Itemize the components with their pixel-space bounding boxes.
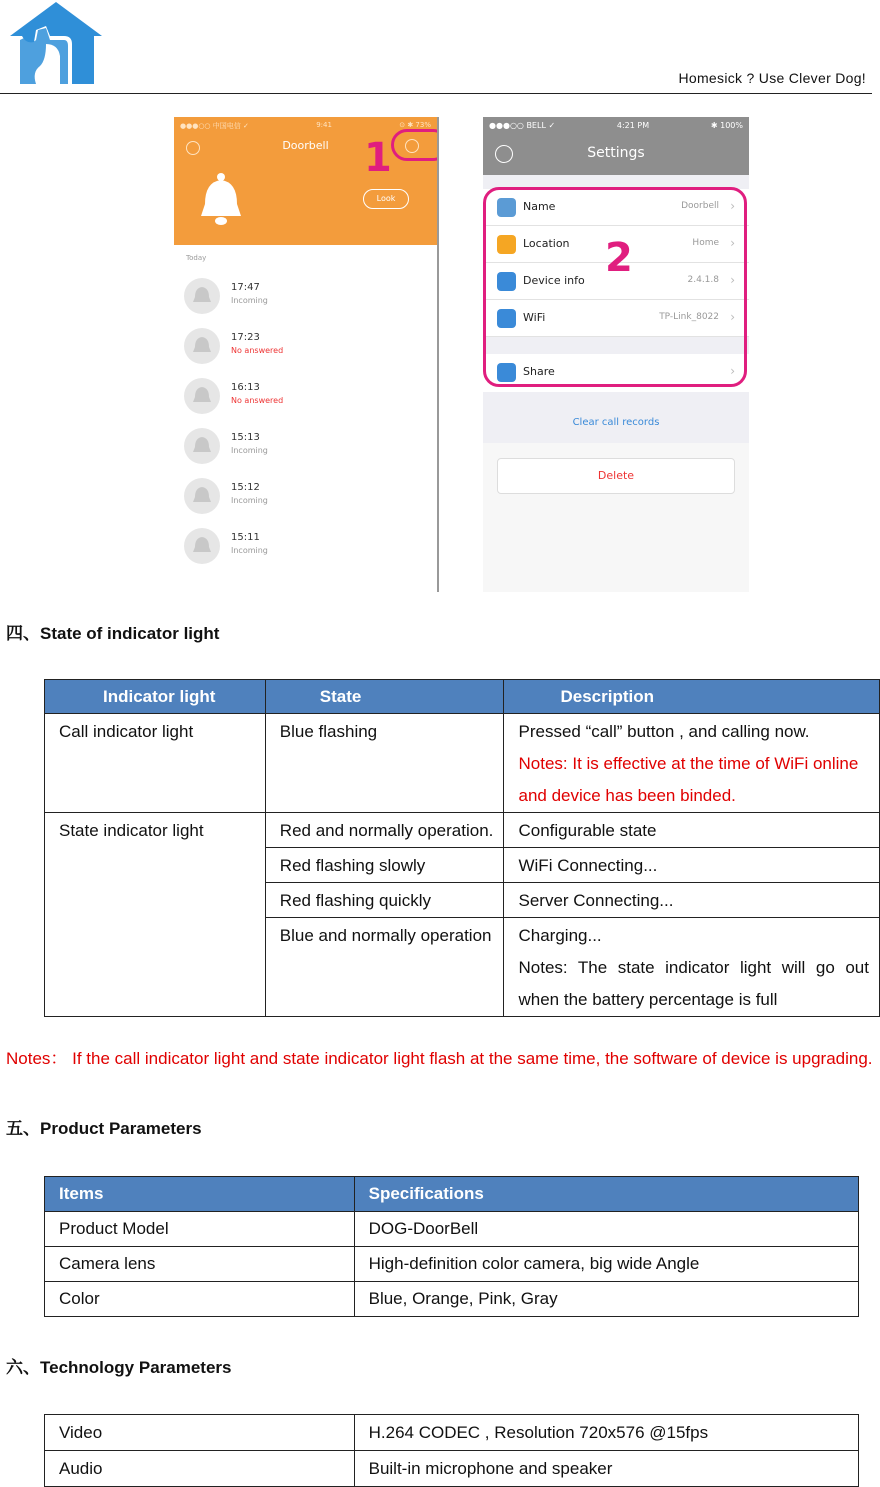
table-cell: DOG-DoorBell [354,1212,858,1247]
settings-item-wifi[interactable]: WiFi TP-Link_8022 › [483,300,749,337]
table-cell: Blue, Orange, Pink, Gray [354,1282,858,1317]
table-row [45,1451,859,1487]
chevron-right-icon: › [730,236,735,250]
table-cell: Blue and normally operation [265,918,504,1017]
doorbell-app-screenshot [174,117,439,592]
today-label: Today [186,254,207,262]
table-header-row [45,1177,859,1212]
chevron-right-icon: › [730,273,735,287]
annotation-circle-1 [391,129,439,161]
call-record[interactable]: 15:11 Incoming [184,522,424,572]
bell-icon [196,172,246,228]
bell-avatar-icon [184,528,220,564]
table-cell: Call indicator light [45,714,266,813]
indicator-table [44,679,880,1017]
homesick-logo [6,0,108,86]
section-title-technology: 六、Technology Parameters [6,1358,232,1377]
table-cell: State indicator light [45,813,266,1017]
call-record[interactable]: 15:12 Incoming [184,472,424,522]
chevron-right-icon: › [730,364,735,378]
table-cell: Pressed “call” button , and calling now. Notes: It is effective at the time of WiFi online and device has been binded. [504,714,880,813]
bell-avatar-icon [184,278,220,314]
table-header-row [45,680,880,714]
delete-area [483,443,749,592]
look-button[interactable]: Look [363,189,409,209]
table-row [45,1212,859,1247]
header-divider [0,93,872,94]
table-cell: WiFi Connecting... [504,848,880,883]
table-row [45,714,880,813]
table-cell: Camera lens [45,1247,355,1282]
table-cell: Product Model [45,1212,355,1247]
bell-avatar-icon [184,378,220,414]
delete-button[interactable]: Delete [497,458,735,494]
table-row [45,1247,859,1282]
settings-item-device-info[interactable]: Device info 2.4.1.8 › [483,263,749,300]
settings-item-name[interactable]: Name Doorbell › [483,189,749,226]
table-cell: Audio [45,1451,355,1487]
clear-call-records-link[interactable]: Clear call records [572,417,660,428]
column-header: State [265,680,504,714]
status-bar: ●●●○○ 中国电信 ✓ 9:41 ⊙ ✱ 73% [180,121,431,130]
table-cell: Blue flashing [265,714,504,813]
annotation-number-1: 1 [364,135,392,181]
column-header: Indicator light [45,680,266,714]
settings-item-location[interactable]: Location Home › [483,226,749,263]
upgrade-note: Notes： If the call indicator light and state indicator light flash at the same time, the software of device is upgrading. [6,1049,873,1068]
table-cell: Color [45,1282,355,1317]
chevron-right-icon: › [730,199,735,213]
table-row [45,1282,859,1317]
table-row [45,813,880,848]
bell-avatar-icon [184,328,220,364]
table-cell: Built-in microphone and speaker [354,1451,858,1487]
column-header: Items [45,1177,355,1212]
table-cell: Red and normally operation. [265,813,504,848]
table-cell: Server Connecting... [504,883,880,918]
table-cell: Charging... Notes: The state indicator light will go out when the battery percentage is full [504,918,880,1017]
table-row [45,1415,859,1451]
settings-header [483,117,749,175]
technology-parameters-table [44,1414,859,1487]
table-cell: Video [45,1415,355,1451]
annotation-number-2: 2 [605,235,633,281]
annotation-circle-2 [483,187,747,387]
settings-app-screenshot [483,117,749,592]
red-note: Notes: It is effective at the time of WiFi online and device has been binded. [518,754,859,805]
status-bar: ●●●○○ BELL ✓ 4:21 PM ✱ 100% [489,121,743,130]
call-record[interactable]: 15:13 Incoming [184,422,424,472]
bell-avatar-icon [184,428,220,464]
column-header: Specifications [354,1177,858,1212]
table-cell: Red flashing slowly [265,848,504,883]
chevron-right-icon: › [730,310,735,324]
table-cell: Red flashing quickly [265,883,504,918]
call-record[interactable]: 17:23 No answered [184,322,424,372]
table-cell: High-definition color camera, big wide Angle [354,1247,858,1282]
table-cell: H.264 CODEC , Resolution 720x576 @15fps [354,1415,858,1451]
bell-avatar-icon [184,478,220,514]
product-parameters-table [44,1176,859,1317]
section-title-indicator: 四、State of indicator light [6,624,220,643]
settings-item-share[interactable]: Share › [483,354,749,392]
settings-title: Settings [587,145,645,161]
table-cell: Configurable state [504,813,880,848]
call-record[interactable]: 17:47 Incoming [184,272,424,322]
section-title-product: 五、Product Parameters [6,1119,202,1138]
call-record[interactable]: 16:13 No answered [184,372,424,422]
column-header: Description [504,680,880,714]
header-slogan: Homesick ? Use Clever Dog! [678,70,866,86]
app-title: Doorbell [282,139,329,152]
